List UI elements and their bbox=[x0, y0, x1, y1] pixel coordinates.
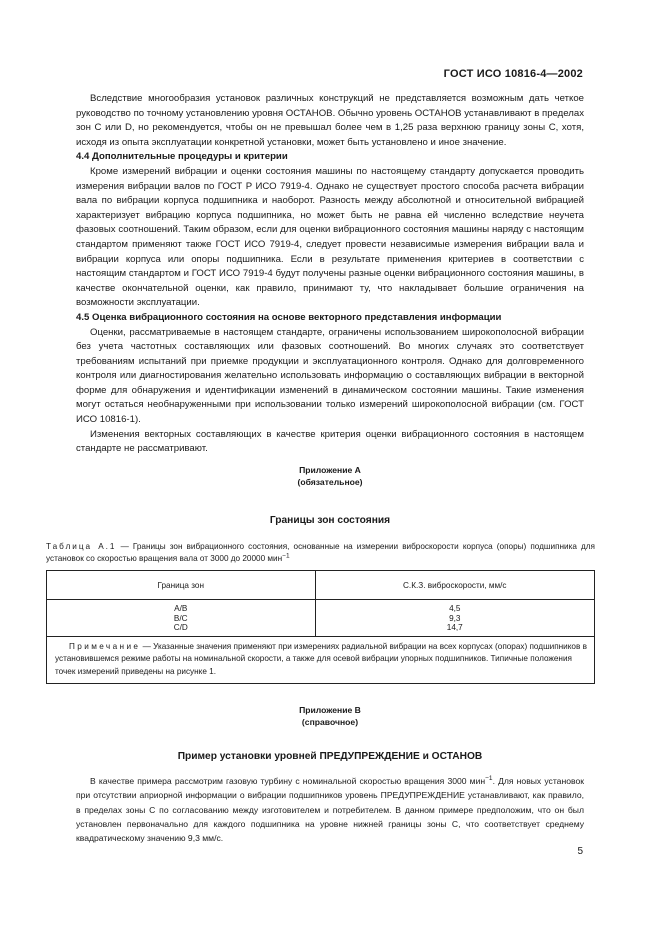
appendix-b-body bbox=[76, 774, 584, 845]
intro-paragraph: Вследствие многообразия установок различных конструкций не представляется возможным дать четкое руководство по точному установлению уровня ОСТАНОВ. Обычно уровень ОСТАНОВ устанавливают в пределах зон С или D, но рекомендуется, чтобы он не превышал более чем в 1,25 раза верхнюю границу зоны С, хотя, исходя из опыта эксплуатации конкретной установки, может быть установлено и иное значение. bbox=[76, 93, 584, 148]
table-row: 4,5 bbox=[449, 604, 461, 613]
appendix-b-para-sup: −1 bbox=[485, 775, 493, 783]
table-row: A/B bbox=[174, 604, 188, 613]
table-values-row bbox=[47, 600, 595, 637]
table-caption-sup: −1 bbox=[282, 552, 290, 560]
page-number: 5 bbox=[577, 846, 583, 857]
appendix-b-status: (справочное) bbox=[301, 717, 359, 727]
table-row: 14,7 bbox=[446, 623, 463, 632]
table-caption bbox=[46, 541, 595, 565]
table-caption-text: — Границы зон вибрационного состояния, основанные на измерении виброскорости корпуса (опоры) подшипника для установок со скоростью вращения вала от 3000 до 20000 мин bbox=[46, 542, 595, 563]
zone-boundaries-table bbox=[46, 570, 595, 684]
appendix-a-status: (обязательное) bbox=[297, 477, 363, 487]
table-header-row bbox=[47, 571, 595, 600]
zone-cell bbox=[47, 600, 316, 637]
section-4-5-paragraph-2: Изменения векторных составляющих в качестве критерия оценки вибрационного состояния в настоящем стандарте не рассматривают. bbox=[76, 428, 584, 455]
table-row: C/D bbox=[173, 623, 188, 632]
col-header-zone: Граница зон bbox=[47, 571, 316, 600]
table-row: B/C bbox=[173, 613, 188, 623]
appendix-b-title: Пример установки уровней ПРЕДУПРЕЖДЕНИЕ и ОСТАНОВ bbox=[177, 751, 483, 762]
document-header: ГОСТ ИСО 10816-4—2002 bbox=[443, 68, 583, 80]
table-caption-prefix: Таблица А.1 bbox=[46, 542, 117, 551]
col-header-velocity: С.К.З. виброскорости, мм/с bbox=[315, 571, 594, 600]
main-body bbox=[76, 92, 584, 457]
value-cell bbox=[315, 600, 594, 637]
appendix-a-label: Приложение А bbox=[299, 465, 361, 475]
appendix-b-label: Приложение В bbox=[299, 705, 361, 715]
appendix-b-para-rest: . Для новых установок при отсутствии априорной информации о вибрации подшипников уровень ПРЕДУПРЕЖДЕНИЕ устанавливают, как правило, в пределах зоны С по согласованию между изготовителем и потребителем. В данном примере предположим, что он был установлен первоначально для каждого подшипника на уровне нижней границы зоны С, что соответствует среднему квадратическому значению 9,3 мм/с. bbox=[76, 776, 584, 844]
table-note-prefix: Примечание bbox=[69, 641, 141, 651]
appendix-a-title: Границы зон состояния bbox=[269, 515, 391, 526]
table-note-row bbox=[47, 636, 595, 684]
appendix-a bbox=[76, 464, 584, 526]
appendix-b-paragraph bbox=[76, 774, 584, 845]
appendix-b-para-start: В качестве примера рассмотрим газовую турбину с номинальной скоростью вращения 3000 мин bbox=[90, 776, 486, 786]
section-4-4-heading bbox=[76, 150, 584, 165]
table-note bbox=[47, 636, 595, 684]
section-4-4-heading-text: 4.4 Дополнительные процедуры и критерии bbox=[76, 151, 288, 163]
table-row: 9,3 bbox=[449, 613, 461, 623]
section-4-5-heading bbox=[76, 311, 584, 326]
appendix-b bbox=[76, 704, 584, 762]
section-4-4-paragraph: Кроме измерений вибрации и оценки состояния машины по настоящему стандарту допускается проводить измерения вибрации валов по ГОСТ Р ИСО 7919-4. Однако не существует простого способа расчета вибрации вала по вибрации корпуса подшипника и наоборот. Разность между абсолютной и относительной вибрацией характеризует вибрацию корпуса подшипника, но может быть не равна ей численно вследствие неучета фазовых соотношений. Таким образом, если для оценки вибрационного состояния машины наряду с настоящим стандартом применяют также ГОСТ ИСО 7919-4, следует провести независимые измерения вибрации вала и вибрации корпуса или опоры подшипника. Если в результате применения критериев в соответствии с настоящим стандартом и ГОСТ ИСО 7919-4 будут получены разные оценки вибрационного состояния машины, в качестве окончательной оценки, как правило, принимают ту, что накладывает большие ограничения на возможности эксплуатации. bbox=[76, 165, 584, 309]
section-4-5-paragraph-1: Оценки, рассматриваемые в настоящем стандарте, ограничены использованием широкополосной вибрации без учета частотных составляющих или фазовых соотношений. Во многих случаях это соответствует требованиям испытаний при приемке продукции и эксплуатационного контроля. Однако для долговременного контроля или диагностирования желательно использовать информацию о составляющих вибрации в векторной форме для обнаружения и идентификации изменений в динамическом состоянии машины. Такие изменения могут остаться необнаруженными при использовании только измерений широкополосной вибрации (см. ГОСТ ИСО 10816-1). bbox=[76, 326, 584, 426]
table-a1-block bbox=[46, 541, 595, 684]
table-note-text: — Указанные значения применяют при измерениях радиальной вибрации на всех корпусах (опорах) подшипников в установившемся режиме работы на номинальной скорости, а также для осевой вибрации упорных подшипников. Типичные положения точек измерений приведены на рисунке 1. bbox=[55, 641, 587, 676]
section-4-5-heading-text: 4.5 Оценка вибрационного состояния на основе векторного представления информации bbox=[76, 311, 502, 323]
